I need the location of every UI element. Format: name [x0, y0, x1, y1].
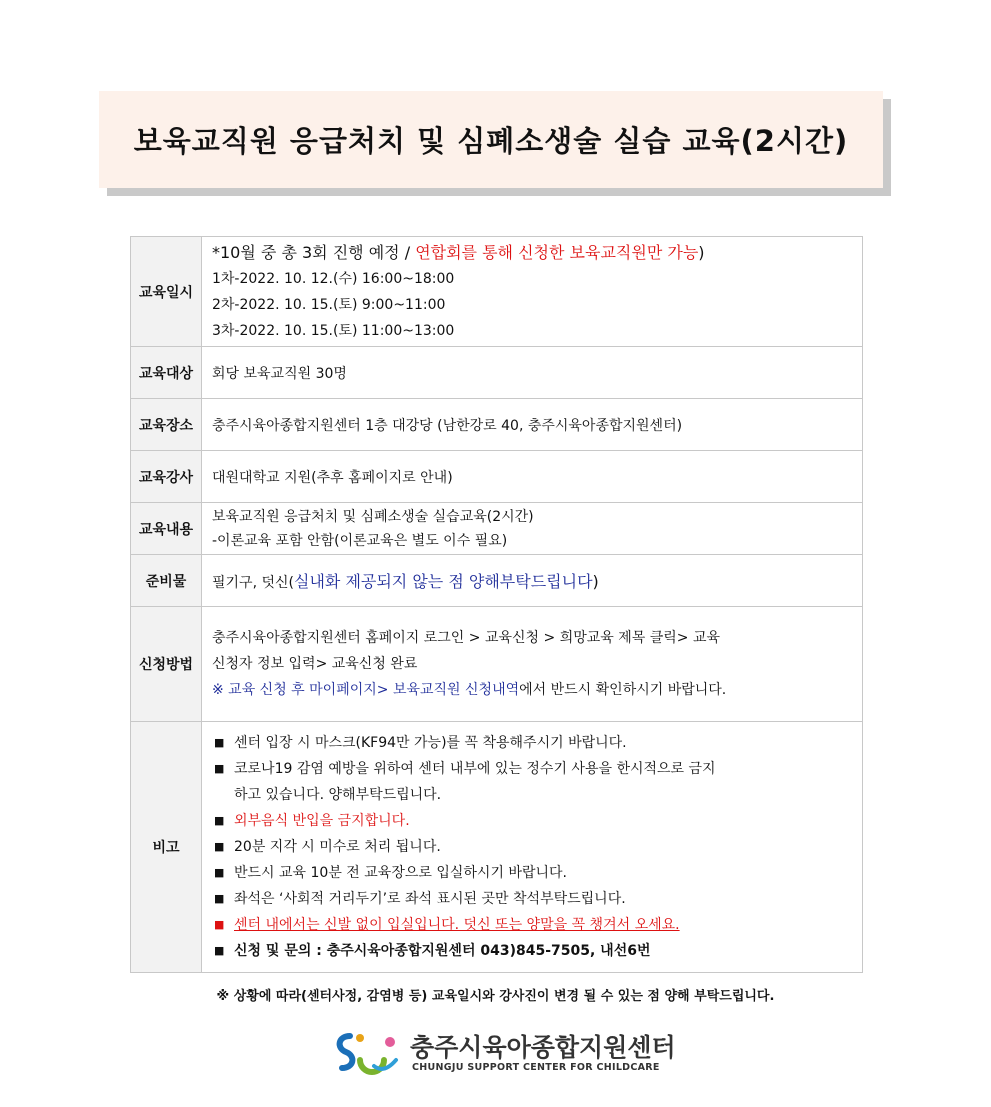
apply-note-blue: ※ 교육 신청 후 마이페이지> 보육교직원 신청내역	[212, 682, 520, 698]
schedule-note-prefix: *10월 중 총 3회 진행 예정 /	[212, 242, 416, 262]
supplies-note: 실내화 제공되지 않는 점 양해부탁드립니다	[293, 572, 593, 591]
page-title: 보육교직원 응급처치 및 심폐소생술 실습 교육(2시간)	[133, 124, 849, 158]
value-apply	[202, 607, 863, 722]
list-item	[212, 886, 852, 912]
bullet-icon: ■	[214, 918, 225, 931]
apply-line-2: 신청자 정보 입력> 교육신청 완료	[212, 656, 418, 672]
label-remarks: 비고	[131, 722, 202, 973]
bullet-icon: ■	[214, 736, 225, 749]
row-supplies	[131, 555, 863, 607]
value-remarks	[202, 722, 863, 973]
row-remarks	[131, 722, 863, 973]
footnote: ※ 상황에 따라(센터사정, 감염병 등) 교육일시와 강사진이 변경 될 수 있는 점 양해 부탁드립니다.	[216, 989, 775, 1004]
label-supplies: 준비물	[131, 555, 202, 607]
list-item	[212, 860, 852, 886]
list-item	[212, 730, 852, 756]
content-line-1: 보육교직원 응급처치 및 심폐소생술 실습교육(2시간)	[212, 508, 534, 525]
list-item	[212, 756, 852, 782]
label-content: 교육내용	[131, 503, 202, 555]
list-item	[212, 912, 852, 938]
row-target	[131, 347, 863, 399]
bullet-icon: ■	[214, 840, 225, 853]
value-target: 회당 보육교직원 30명	[202, 347, 863, 399]
session-1: 1차-2022. 10. 12.(수) 16:00~18:00	[212, 270, 455, 287]
bullet-icon: ■	[214, 944, 225, 957]
apply-note-rest: 에서 반드시 확인하시기 바랍니다.	[519, 682, 727, 698]
list-item	[212, 834, 852, 860]
bullet-icon: ■	[214, 892, 225, 905]
value-place: 충주시육아종합지원센터 1층 대강당 (남한강로 40, 충주시육아종합지원센터)	[202, 399, 863, 451]
supplies-prefix: 필기구, 덧신(	[212, 575, 294, 591]
logo-name-kr: 충주시육아종합지원센터	[410, 1033, 676, 1062]
remark-text-red-underline: 센터 내에서는 신발 없이 입실입니다. 덧신 또는 양말을 꼭 챙겨서 오세요.	[234, 917, 680, 933]
schedule-note-red: 연합회를 통해 신청한 보육교직원만 가능	[415, 242, 699, 262]
apply-note	[212, 677, 852, 703]
bullet-icon: ■	[214, 866, 225, 879]
list-item	[212, 808, 852, 834]
remark-text: 코로나19 감염 예방을 위하여 센터 내부에 있는 정수기 사용을 한시적으로 금지	[234, 761, 716, 777]
value-content	[202, 503, 863, 555]
supplies-suffix: )	[592, 572, 599, 591]
row-place	[131, 399, 863, 451]
bullet-icon: ■	[214, 762, 225, 775]
apply-line-1: 충주시육아종합지원센터 홈페이지 로그인 > 교육신청 > 희망교육 제목 클릭> 교육	[212, 630, 721, 646]
logo-name-en: CHUNGJU SUPPORT CENTER FOR CHILDCARE	[412, 1062, 660, 1073]
label-target: 교육대상	[131, 347, 202, 399]
remark-text: 좌석은 ‘사회적 거리두기’로 좌석 표시된 곳만 착석부탁드립니다.	[234, 891, 626, 907]
logo-mark-icon	[334, 1030, 404, 1076]
session-3: 3차-2022. 10. 15.(토) 11:00~13:00	[212, 322, 455, 339]
row-apply	[131, 607, 863, 722]
content-line-2: -이론교육 포함 안함(이론교육은 별도 이수 필요)	[212, 532, 508, 549]
bullet-icon: ■	[214, 814, 225, 827]
row-instructor	[131, 451, 863, 503]
remarks-list	[212, 730, 852, 964]
row-content	[131, 503, 863, 555]
label-instructor: 교육강사	[131, 451, 202, 503]
remark-text: 센터 입장 시 마스크(KF94만 가능)를 꼭 착용해주시기 바랍니다.	[234, 735, 627, 751]
remark-text-cont: 하고 있습니다. 양해부탁드립니다.	[234, 787, 442, 803]
remark-text-contact: 신청 및 문의 : 충주시육아종합지원센터 043)845-7505, 내선6번	[234, 943, 651, 959]
label-apply: 신청방법	[131, 607, 202, 722]
value-schedule	[202, 237, 863, 347]
list-item	[212, 938, 852, 964]
remark-text: 반드시 교육 10분 전 교육장으로 입실하시기 바랍니다.	[234, 865, 567, 881]
session-2: 2차-2022. 10. 15.(토) 9:00~11:00	[212, 296, 446, 313]
title-banner	[99, 91, 883, 188]
row-schedule	[131, 237, 863, 347]
remark-text: 20분 지각 시 미수로 처리 됩니다.	[234, 839, 441, 855]
label-place: 교육장소	[131, 399, 202, 451]
label-schedule: 교육일시	[131, 237, 202, 347]
value-instructor: 대원대학교 지원(추후 홈페이지로 안내)	[202, 451, 863, 503]
title-box	[99, 91, 883, 188]
logo	[334, 1028, 676, 1078]
value-supplies	[202, 555, 863, 607]
list-item-continuation	[212, 782, 852, 808]
remark-text-red: 외부음식 반입을 금지합니다.	[234, 813, 410, 829]
info-table	[130, 236, 863, 973]
schedule-note-suffix: )	[698, 242, 705, 262]
schedule-note	[212, 240, 852, 266]
